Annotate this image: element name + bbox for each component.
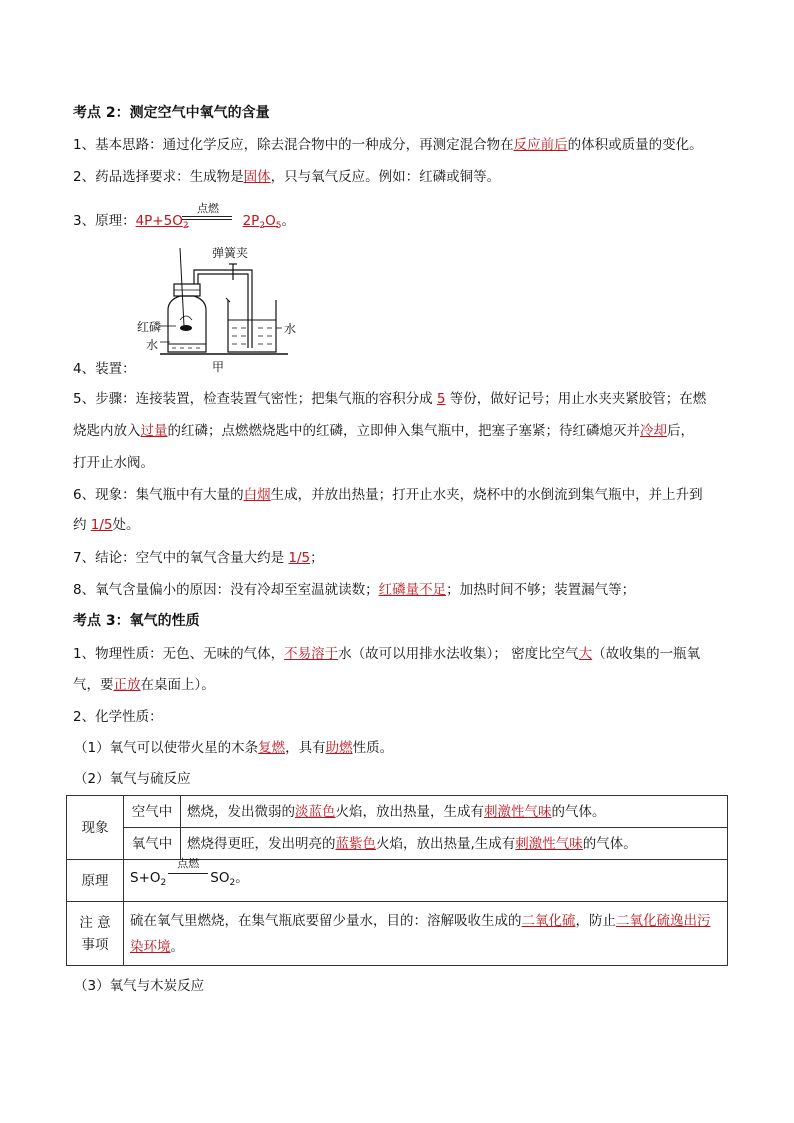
answer-slightly-soluble: 不易溶于	[284, 646, 339, 662]
section3-heading: 考点 3：氧气的性质	[73, 613, 200, 629]
answer-so2: 二氧化硫	[521, 912, 576, 929]
low-result-reasons-line	[73, 581, 635, 599]
in-oxygen-label: 氧气中	[124, 828, 181, 860]
equation-lhs: $4P+5O_2$	[135, 213, 189, 231]
text: ，具有	[285, 740, 326, 756]
chemical-props-title: 2、化学性质：	[73, 709, 163, 725]
text: ；	[310, 550, 324, 566]
label-water-left: 水	[146, 338, 159, 352]
text: 在桌面上）。	[140, 677, 215, 693]
phenomenon-label: 现象	[67, 796, 124, 860]
label-clamp: 弹簧夹	[212, 246, 249, 260]
label-water-right: 水	[284, 322, 297, 336]
item-charcoal-title: （3）氧气与木炭反应	[74, 978, 205, 994]
phenomenon-line-1	[73, 486, 703, 504]
principle-label: 原理	[67, 860, 124, 902]
section2-heading: 考点 2：测定空气中氧气的含量	[73, 105, 270, 121]
text: 7、结论：空气中的氧气含量大约是	[73, 550, 289, 566]
text: 水（故可以用排水法收集）； 密度比空气	[338, 646, 579, 662]
text: 气，要	[73, 677, 114, 693]
in-air-description: 燃烧，发出微弱的淡蓝色火焰，放出热量，生成有刺激性气味的气体。	[181, 796, 728, 828]
answer-excess: 过量	[140, 423, 168, 439]
answer-pollute: 染环境	[130, 938, 171, 955]
conclusion-line	[73, 549, 324, 567]
notes-label: 注 意 事项	[67, 902, 124, 966]
notes-description: 硫在氧气里燃烧，在集气瓶底要留少量水，目的：溶解吸收生成的二氧化硫，防止二氧化硫逸出污 染环境。	[124, 902, 728, 966]
text: 5、步骤：连接装置，检查装置气密性；把集气瓶的容积分成	[73, 391, 437, 407]
text: 6、现象：集气瓶中有大量的	[73, 487, 244, 503]
sulfur-equation: $S+O_2$ 点燃 $SO_2$。	[124, 860, 728, 902]
reagent-line	[73, 168, 500, 186]
in-air-label: 空气中	[124, 796, 181, 828]
label-red-phosphorus: 红磷	[137, 320, 162, 334]
text: （故收集的一瓶氧	[592, 646, 701, 662]
text: 1、物理性质：无色、无味的气体，	[73, 646, 285, 662]
basic-idea-line	[73, 136, 703, 154]
apparatus-line: 4、装置：	[73, 361, 136, 377]
physical-props-line-1	[73, 645, 700, 663]
steps-line-1	[73, 390, 706, 408]
answer-one-fifth-2: 1/5	[288, 550, 311, 566]
in-oxygen-description: 燃烧得更旺，发出明亮的蓝紫色火焰，放出热量,生成有刺激性气味的气体。	[181, 828, 728, 860]
answer-pale-blue: 淡蓝色	[295, 803, 336, 820]
text: ，只与氧气反应。例如：红磷或铜等。	[270, 169, 501, 185]
answer-greater: 大	[578, 646, 593, 662]
text: 生成，并放出热量；打开止水夹，烧杯中的水倒流到集气瓶中，并上升到	[270, 487, 703, 503]
answer-insufficient-phosphorus: 红磷量不足	[378, 582, 447, 598]
phenomenon-line-2	[73, 516, 140, 534]
figure-caption: 甲	[212, 360, 225, 374]
text: 处。	[112, 517, 140, 533]
answer-cool: 冷却	[640, 423, 667, 439]
answer-upright: 正放	[113, 677, 141, 693]
answer-five: 5	[436, 391, 446, 407]
answer-blue-violet: 蓝紫色	[335, 835, 376, 852]
answer-relight: 复燃	[258, 740, 286, 756]
answer-solid: 固体	[243, 169, 271, 185]
equation-rhs: $2P_2O_5$	[242, 213, 282, 231]
text: 。	[281, 213, 295, 229]
steps-line-2	[73, 422, 694, 440]
text: 的体积或质量的变化。	[567, 137, 703, 153]
text: 1、基本思路：通过化学反应，除去混合物中的一种成分，再测定混合物在	[73, 137, 514, 153]
text: ；加热时间不够；装置漏气等；	[446, 582, 636, 598]
text: 后，	[667, 423, 694, 439]
answer-so2-escape: 二氧化硫逸出污	[616, 912, 711, 929]
text: 烧匙内放入	[73, 423, 141, 439]
text: 2、药品选择要求：生成物是	[73, 169, 244, 185]
item-sulfur-title: （2）氧气与硫反应	[74, 771, 191, 787]
answer-pungent: 刺激性气味	[484, 803, 552, 820]
answer-one-fifth: 1/5	[90, 517, 113, 533]
equation-condition: 点燃	[197, 202, 219, 215]
text: 性质。	[352, 740, 394, 756]
text: 3、原理：	[73, 213, 136, 229]
answer-before-after: 反应前后	[513, 137, 568, 153]
answer-combustion-support: 助燃	[325, 740, 353, 756]
text: 约	[73, 517, 91, 533]
sulfur-reaction-table	[66, 795, 728, 966]
text: 等份，做好记号；用止水夹夹紧胶管；在燃	[445, 391, 707, 407]
item-relight	[74, 739, 393, 757]
equation-arrow	[182, 216, 232, 220]
answer-pungent-2: 刺激性气味	[515, 835, 583, 852]
answer-white-smoke: 白烟	[243, 487, 271, 503]
text: 的红磷；点燃燃烧匙中的红磷，立即伸入集气瓶中，把塞子塞紧；待红磷熄灭并	[167, 423, 640, 439]
text: 8、氧气含量偏小的原因：没有冷却至室温就读数；	[73, 582, 379, 598]
sulfur-eq-condition: 点燃	[177, 857, 200, 870]
text: （1）氧气可以使带火星的木条	[74, 740, 259, 756]
steps-line-3: 打开止水阀。	[73, 455, 154, 471]
physical-props-line-2	[73, 676, 215, 694]
